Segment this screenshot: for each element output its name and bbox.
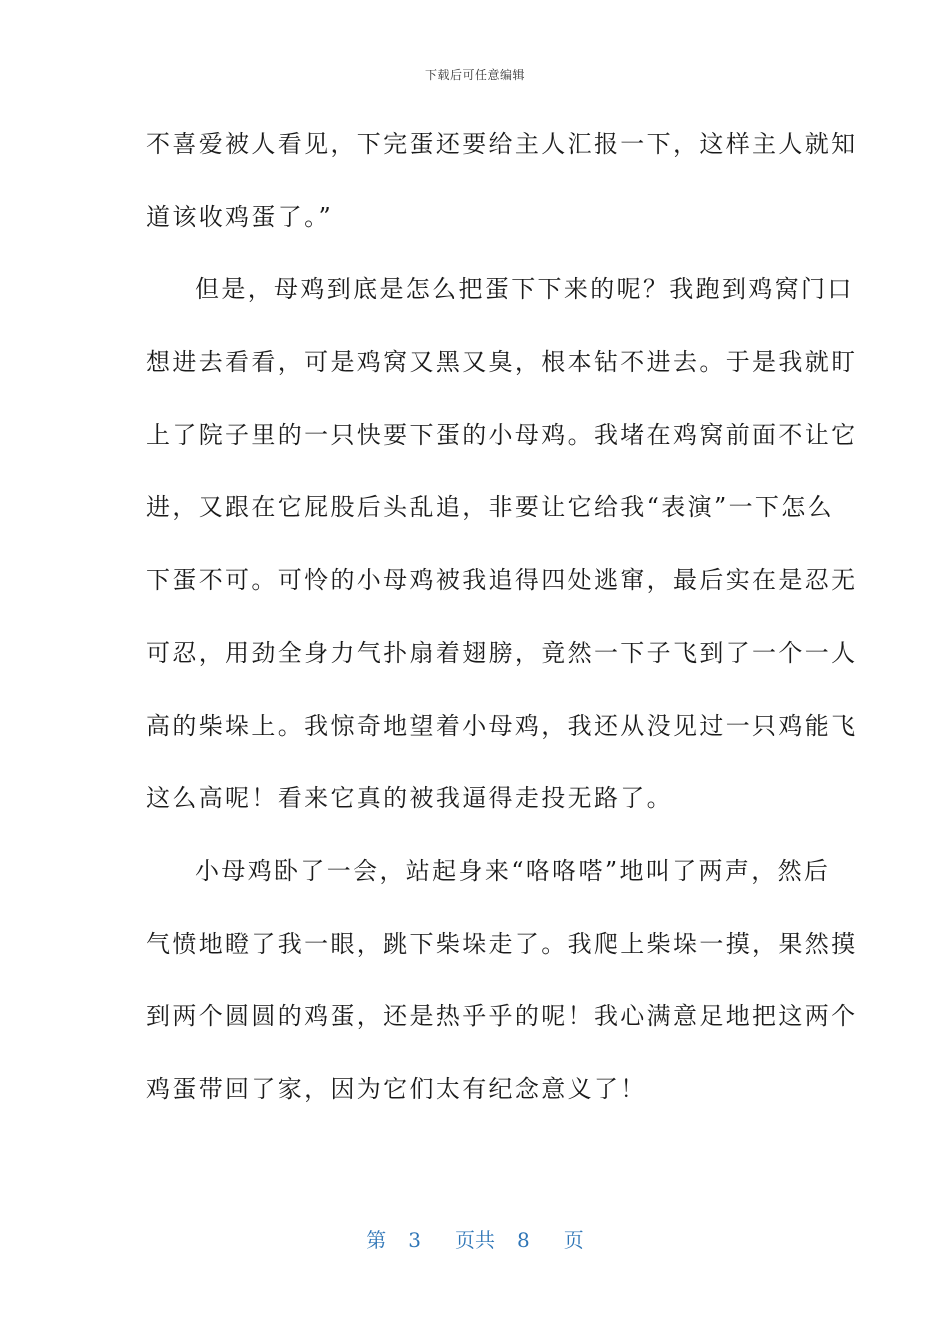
- text-line: 但是，母鸡到底是怎么把蛋下下来的呢？我跑到鸡窝门口: [195, 275, 854, 304]
- text-line: 小母鸡卧了一会，站起身来“咯咯嗒”地叫了两声，然后: [195, 856, 831, 885]
- text-line: 下蛋不可。可怜的小母鸡被我追得四处逃窜，最后实在是忍无: [146, 566, 858, 595]
- text-line: 高的柴垛上。我惊奇地望着小母鸡，我还从没见过一只鸡能飞: [146, 711, 858, 740]
- footer-suffix: 页: [563, 1228, 584, 1252]
- text-line: 这么高呢！看来它真的被我逼得走投无路了。: [146, 784, 673, 813]
- text-line: 道该收鸡蛋了。”: [146, 202, 334, 231]
- text-line: 上了院子里的一只快要下蛋的小母鸡。我堵在鸡窝前面不让它: [146, 420, 858, 449]
- text-line: 鸡蛋带回了家，因为它们太有纪念意义了！: [146, 1074, 647, 1103]
- current-page-number: 3: [408, 1228, 421, 1252]
- footer-middle: 页共: [455, 1228, 495, 1252]
- text-line: 想进去看看，可是鸡窝又黑又臭，根本钻不进去。于是我就盯: [146, 348, 858, 377]
- paragraph-1: [146, 118, 858, 263]
- footer-prefix: 第: [366, 1228, 387, 1252]
- text-line: 到两个圆圆的鸡蛋，还是热乎乎的呢！我心满意足地把这两个: [146, 1002, 858, 1031]
- text-line: 气愤地瞪了我一眼，跳下柴垛走了。我爬上柴垛一摸，果然摸: [146, 929, 858, 958]
- page-header: 下载后可任意编辑: [424, 68, 525, 82]
- document-body: [146, 118, 858, 1136]
- text-line: 进，又跟在它屁股后头乱追，非要让它给我“表演”一下怎么: [146, 493, 834, 522]
- text-line: 可忍，用劲全身力气扑扇着翅膀，竟然一下子飞到了一个一人: [146, 638, 858, 667]
- paragraph-3: [146, 845, 858, 1136]
- paragraph-2: [146, 263, 858, 845]
- page-footer: [0, 1224, 950, 1253]
- text-line: 不喜爱被人看见，下完蛋还要给主人汇报一下，这样主人就知: [146, 130, 858, 158]
- total-page-count: 8: [517, 1228, 530, 1252]
